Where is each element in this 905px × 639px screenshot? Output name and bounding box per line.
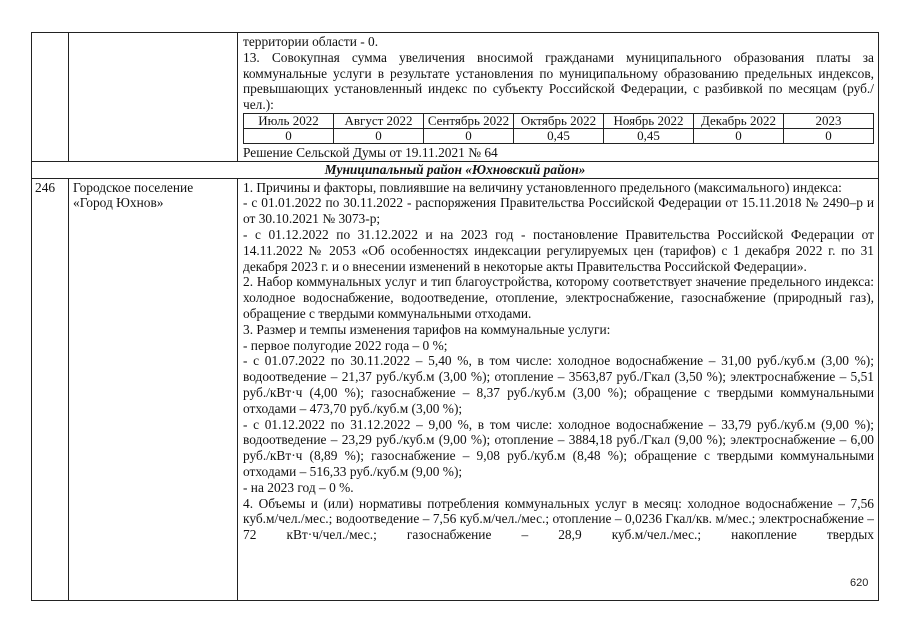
- month-value: 0: [424, 128, 514, 143]
- paragraph: 2. Набор коммунальных услуг и тип благоустройства, которому соответствует значение предельного индекса: холодное водоснабжение, водоотведение, отопление, электроснабжение, газоснабжение (природный газ), обращение с твердыми коммунальными отходами.: [243, 274, 874, 321]
- month-header: 2023: [784, 113, 874, 128]
- paragraph: - на 2023 год – 0 %.: [243, 479, 354, 495]
- content-clip: [243, 180, 874, 600]
- section-title: Муниципальный район «Юхновский район»: [32, 161, 879, 178]
- month-header: Сентябрь 2022: [424, 113, 514, 128]
- months-table: [243, 113, 874, 144]
- cell-name-empty: [69, 33, 238, 162]
- month-header: Ноябрь 2022: [604, 113, 694, 128]
- month-value: 0,45: [514, 128, 604, 143]
- paragraph: - с 01.12.2022 по 31.12.2022 и на 2023 год - постановление Правительства Российской Федерации от 14.11.2022 № 2053 «Об особенностях индексации регулируемых цен (тарифов) с 1 декабря 2022 г. по 31 декабря 2023 г. и о внесении изменений в некоторые акты Правительства Российской Федерации».: [243, 226, 874, 274]
- cell-number-empty: [32, 33, 69, 162]
- month-value: 0: [244, 128, 334, 143]
- section-header-row: [32, 161, 879, 178]
- month-header: Декабрь 2022: [694, 113, 784, 128]
- text-item-13: 13. Совокупная сумма увеличения вносимой гражданами муниципального образования платы за коммунальные услуги в результате установления по муниципальному образованию предельных индексов, превышающих установленный индекс по субъекту Российской Федерации, с разбивкой по месяцам (руб./чел.):: [243, 49, 874, 113]
- paragraph: 3. Размер и темпы изменения тарифов на коммунальные услуги:: [243, 321, 611, 337]
- report-table: [31, 32, 879, 601]
- municipality-name: Городское поселение «Город Юхнов»: [69, 178, 238, 600]
- month-value: 0: [784, 128, 874, 143]
- page-number: 620: [850, 577, 869, 589]
- month-header: Август 2022: [334, 113, 424, 128]
- table-row: [32, 178, 879, 600]
- decision-text: Решение Сельской Думы от 19.11.2021 № 64: [243, 144, 498, 160]
- months-header-row: [244, 113, 874, 128]
- table-row-continuation: [32, 33, 879, 162]
- paragraph: 4. Объемы и (или) нормативы потребления коммунальных услуг в месяц: холодное водоснабжение – 7,56 куб.м/чел./мес.; водоотведение – 7,56 куб.м/чел./мес.; отопление – 0,0236 Гкал/кв. м/мес.; электроснабжение – 72 кВт·ч/чел./мес.; газоснабжение – 28,9 куб.м/чел./мес.; накопление твердых: [243, 495, 874, 543]
- month-value: 0,45: [604, 128, 694, 143]
- paragraph: 1. Причины и факторы, повлиявшие на величину установленного предельного (максимального) индекса:: [243, 179, 842, 195]
- paragraph: - с 01.12.2022 по 31.12.2022 – 9,00 %, в том числе: холодное водоснабжение – 33,79 руб./куб.м (9,00 %); водоотведение – 23,29 руб./куб.м (9,00 %); отопление – 3884,18 руб./Гкал (9,00 %); электроснабжение – 6,00 руб./кВт·ч (8,89 %); газоснабжение – 9,08 руб./куб.м (8,48 %); обращение с твердыми коммунальными отходами – 516,33 руб./куб.м (9,00 %);: [243, 416, 874, 479]
- month-header: Июль 2022: [244, 113, 334, 128]
- text-line: территории области - 0.: [243, 34, 379, 49]
- paragraph: - с 01.07.2022 по 30.11.2022 – 5,40 %, в том числе: холодное водоснабжение – 31,00 руб./куб.м (3,00 %); водоотведение – 21,37 руб./куб.м (3,00 %); отопление – 3563,87 руб./Гкал (3,50 %); электроснабжение – 5,51 руб./кВт·ч (4,00 %); газоснабжение – 8,37 руб./куб.м (3,00 %); обращение с твердыми коммунальными отходами – 473,70 руб./куб.м (3,00 %);: [243, 353, 874, 416]
- month-value: 0: [694, 128, 784, 143]
- month-value: 0: [334, 128, 424, 143]
- months-values-row: [244, 128, 874, 143]
- row-content: [238, 178, 879, 600]
- paragraph: - с 01.01.2022 по 30.11.2022 - распоряжения Правительства Российской Федерации от 15.11.2018 № 2490–р и от 30.10.2021 № 3073-р;: [243, 195, 874, 227]
- paragraph: - первое полугодие 2022 года – 0 %;: [243, 337, 448, 353]
- month-header: Октябрь 2022: [514, 113, 604, 128]
- cell-content: [238, 33, 879, 162]
- row-number: 246: [32, 178, 69, 600]
